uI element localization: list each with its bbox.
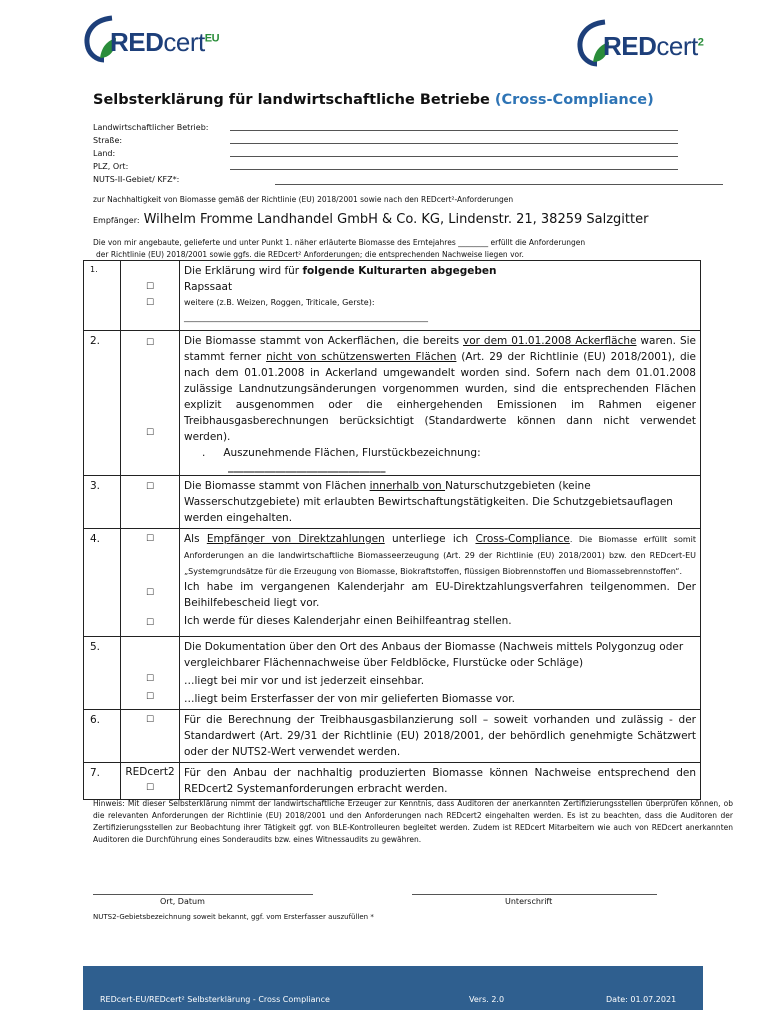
field-strasse-input[interactable] <box>230 143 678 144</box>
logo-left-sup: EU <box>204 31 220 44</box>
item1-fill-line[interactable]: _____________________________________________________________ <box>184 313 428 322</box>
field-land-input[interactable] <box>230 156 678 157</box>
item2-fill-line[interactable]: ______________________________ <box>228 461 386 473</box>
item1-option-rapssaat: Rapssaat <box>184 281 233 293</box>
signature-line[interactable] <box>412 894 657 895</box>
title-main: Selbsterklärung für landwirtschaftliche Betriebe <box>93 92 495 108</box>
field-label-strasse: Straße: <box>93 136 123 145</box>
hint-text: Hinweis: Mit dieser Selbsterklärung nimmt der landwirtschaftliche Erzeuger zur Kenntnis, dass Auditoren der anerkannten Zertifizierungsstellen überprüfen können, ob die relevanten Anforderungen der Richtlinie (EU) 2018/2001 und den Anforderungen nach REDcert2 eingehalten werden. Es ist zu beachten, dass die Auditoren der Zertifizierungsstellen zur Beobachtung ihrer Tätigkeit ggf. von BLE-Kontrolleuren begleitet werden. Zudem ist REDcert Mitarbeitern wie auch von REDcert anerkannten Auditoren die Durchführung eines Sonderaudits bzw. eines Witnessaudits zu gewähren. <box>93 799 733 844</box>
checkbox-item4[interactable]: ☐ <box>145 534 155 544</box>
checkbox-rapssaat[interactable]: ☐ <box>145 282 155 292</box>
checkbox-item7[interactable]: ☐ <box>145 783 155 793</box>
criteria-table <box>83 260 701 800</box>
item1-head-a: Die Erklärung wird für <box>184 265 303 277</box>
checkbox-item6[interactable]: ☐ <box>145 715 155 725</box>
redcert2-logo <box>575 18 703 70</box>
declaration-line-2: der Richtlinie (EU) 2018/2001 sowie ggfs. die REDcert² Anforderungen; die entsprechenden Nachweise liegen vor. <box>96 250 524 259</box>
footer-doc-title: REDcert-EU/REDcert² Selbsterklärung - Cross Compliance <box>100 995 330 1004</box>
footer-date: Date: 01.07.2021 <box>606 995 677 1004</box>
page-title <box>93 92 654 108</box>
row-number: 5. <box>84 637 121 710</box>
item4-option-antrag: Ich werde für dieses Kalenderjahr einen Beihilfeantrag stellen. <box>184 615 512 627</box>
row-number: 7. <box>84 763 121 800</box>
checkbox-item4-antrag[interactable]: ☐ <box>145 618 155 628</box>
field-label-betrieb: Landwirtschaftlicher Betrieb: <box>93 123 209 132</box>
bullet-icon: . <box>202 447 206 459</box>
declaration-line-1: Die von mir angebaute, gelieferte und unter Punkt 1. näher erläuterte Biomasse des Erntejahres ________ erfüllt die Anforderungen <box>93 238 586 247</box>
recipient-value: Wilhelm Fromme Landhandel GmbH & Co. KG, Lindenstr. 21, 38259 Salzgitter <box>143 212 649 227</box>
table-row-1 <box>84 261 701 331</box>
signature-label: Unterschrift <box>505 897 553 906</box>
footnote: NUTS2-Gebietsbezeichnung soweit bekannt, ggf. vom Ersterfasser auszufüllen * <box>93 913 374 921</box>
table-row-2 <box>84 331 701 476</box>
place-date-label: Ort, Datum <box>160 897 205 906</box>
row-number: 3. <box>84 476 121 529</box>
logo-left-cert: cert <box>163 26 205 57</box>
field-betrieb-input[interactable] <box>230 130 678 131</box>
row-number: 1. <box>84 261 121 331</box>
item7-label: REDcert2 <box>125 766 175 778</box>
footer-version: Vers. 2.0 <box>469 995 505 1004</box>
item1-head-b: folgende Kulturarten abgegeben <box>302 265 497 277</box>
recipient-label: Empfänger: <box>93 216 140 225</box>
row-number: 4. <box>84 529 121 637</box>
field-label-plz: PLZ, Ort: <box>93 162 129 171</box>
table-row-4 <box>84 529 701 637</box>
logo-right-sup: 2 <box>697 35 704 48</box>
checkbox-item5-a[interactable]: ☐ <box>145 674 155 684</box>
table-row-7 <box>84 763 701 800</box>
item5-head: Die Dokumentation über den Ort des Anbaus der Biomasse (Nachweis mittels Polygonzug oder vergleichbarer Flächennachweise über Feldblöcke, Flurstücke oder Schläge) <box>184 641 684 669</box>
field-nuts-input[interactable] <box>275 184 723 185</box>
table-row-5 <box>84 637 701 710</box>
title-highlight: (Cross-Compliance) <box>494 92 654 108</box>
checkbox-weitere[interactable]: ☐ <box>145 298 155 308</box>
field-label-land: Land: <box>93 149 116 158</box>
logo-right-cert: cert <box>656 30 698 61</box>
checkbox-item2-a[interactable]: ☐ <box>145 338 155 348</box>
item5-option-b: …liegt beim Ersterfasser der von mir gelieferten Biomasse vor. <box>184 693 515 705</box>
logo-left-brand: RED <box>110 26 164 57</box>
item7-text: Für den Anbau der nachhaltig produzierten Biomasse können Nachweise entsprechend den REDcert2 Systemanforderungen erbracht werden. <box>180 763 701 800</box>
table-row-3: 3. ☐ Die Biomasse stammt von Flächen innerhalb von Naturschutzgebieten (keine Wasserschutzgebiete) mit erlaubten Bewirtschaftungstätigkeiten. Die Schutzgebietsauflagen werden eingehalten. <box>84 476 701 529</box>
logo-right-brand: RED <box>603 30 657 61</box>
item6-text: Für die Berechnung der Treibhausgasbilanzierung soll – soweit vorhanden und zulässig - der Standardwert (Art. 29/31 der Richtlinie (EU) 2018/2001, der behördlich genehmigte Schätzwert oder der NUTS2-Wert verwendet werden. <box>180 710 701 763</box>
place-date-line[interactable] <box>93 894 313 895</box>
table-row-6 <box>84 710 701 763</box>
checkbox-item3[interactable]: ☐ <box>145 482 155 492</box>
redcert-eu-logo <box>82 14 219 66</box>
field-plz-input[interactable] <box>230 169 678 170</box>
recipient <box>93 212 648 227</box>
item4-text: Als Empfänger von Direktzahlungen unterliege ich Cross-Compliance. Die Biomasse erfüllt somit Anforderungen an die landwirtschaftliche Biomasseerzeugung (Art. 29 der Richtlinie (EU) 2018/2001) bzw. den REDcert-EU „Systemgrundsätze für die Erzeugung von Biomasse, Biokraftstoffen, flüssigen Biobrennstoffen und Biomassebrennstoffen“. <box>184 533 696 576</box>
item4-option-teilgenommen: Ich habe im vergangenen Kalenderjahr am EU-Direktzahlungsverfahren teilgenommen. Der Beihilfebescheid liegt vor. <box>184 581 696 609</box>
page-footer <box>83 966 703 1010</box>
checkbox-item5-b[interactable]: ☐ <box>145 692 155 702</box>
checkbox-item4-teilgenommen[interactable]: ☐ <box>145 588 155 598</box>
row-number: 6. <box>84 710 121 763</box>
item5-option-a: …liegt bei mir vor und ist jederzeit einsehbar. <box>184 675 425 687</box>
intro-line: zur Nachhaltigkeit von Biomasse gemäß der Richtlinie (EU) 2018/2001 sowie nach den REDcert²-Anforderungen <box>93 195 514 204</box>
item1-option-weitere: weitere (z.B. Weizen, Roggen, Triticale, Gerste): <box>184 298 375 307</box>
item2-text: Die Biomasse stammt von Ackerflächen, die bereits vor dem 01.01.2008 Ackerfläche waren. Sie stammt ferner nicht von schützenswerten Flächen (Art. 29 der Richtlinie (EU) 2018/2001), die nach dem 01.01.2008 in Ackerland umgewandelt worden sind. Sofern nach dem 01.01.2008 zulässige Landnutzungsänderungen vorgenommen wurden, sind die entsprechenden Flächen explizit ausgenommen oder die einhergehenden Emissionen im Rahmen eigener Treibhausgasberechnungen berücksichtigt (Standardwerte können dann nicht verwendet werden). <box>184 335 697 443</box>
item2-subitem: . Auszunehmende Flächen, Flurstückbezeichnung: <box>202 447 481 459</box>
field-label-nuts: NUTS-II-Gebiet/ KFZ*: <box>93 175 180 184</box>
row-number: 2. <box>84 331 121 476</box>
checkbox-item2-b[interactable]: ☐ <box>145 428 155 438</box>
